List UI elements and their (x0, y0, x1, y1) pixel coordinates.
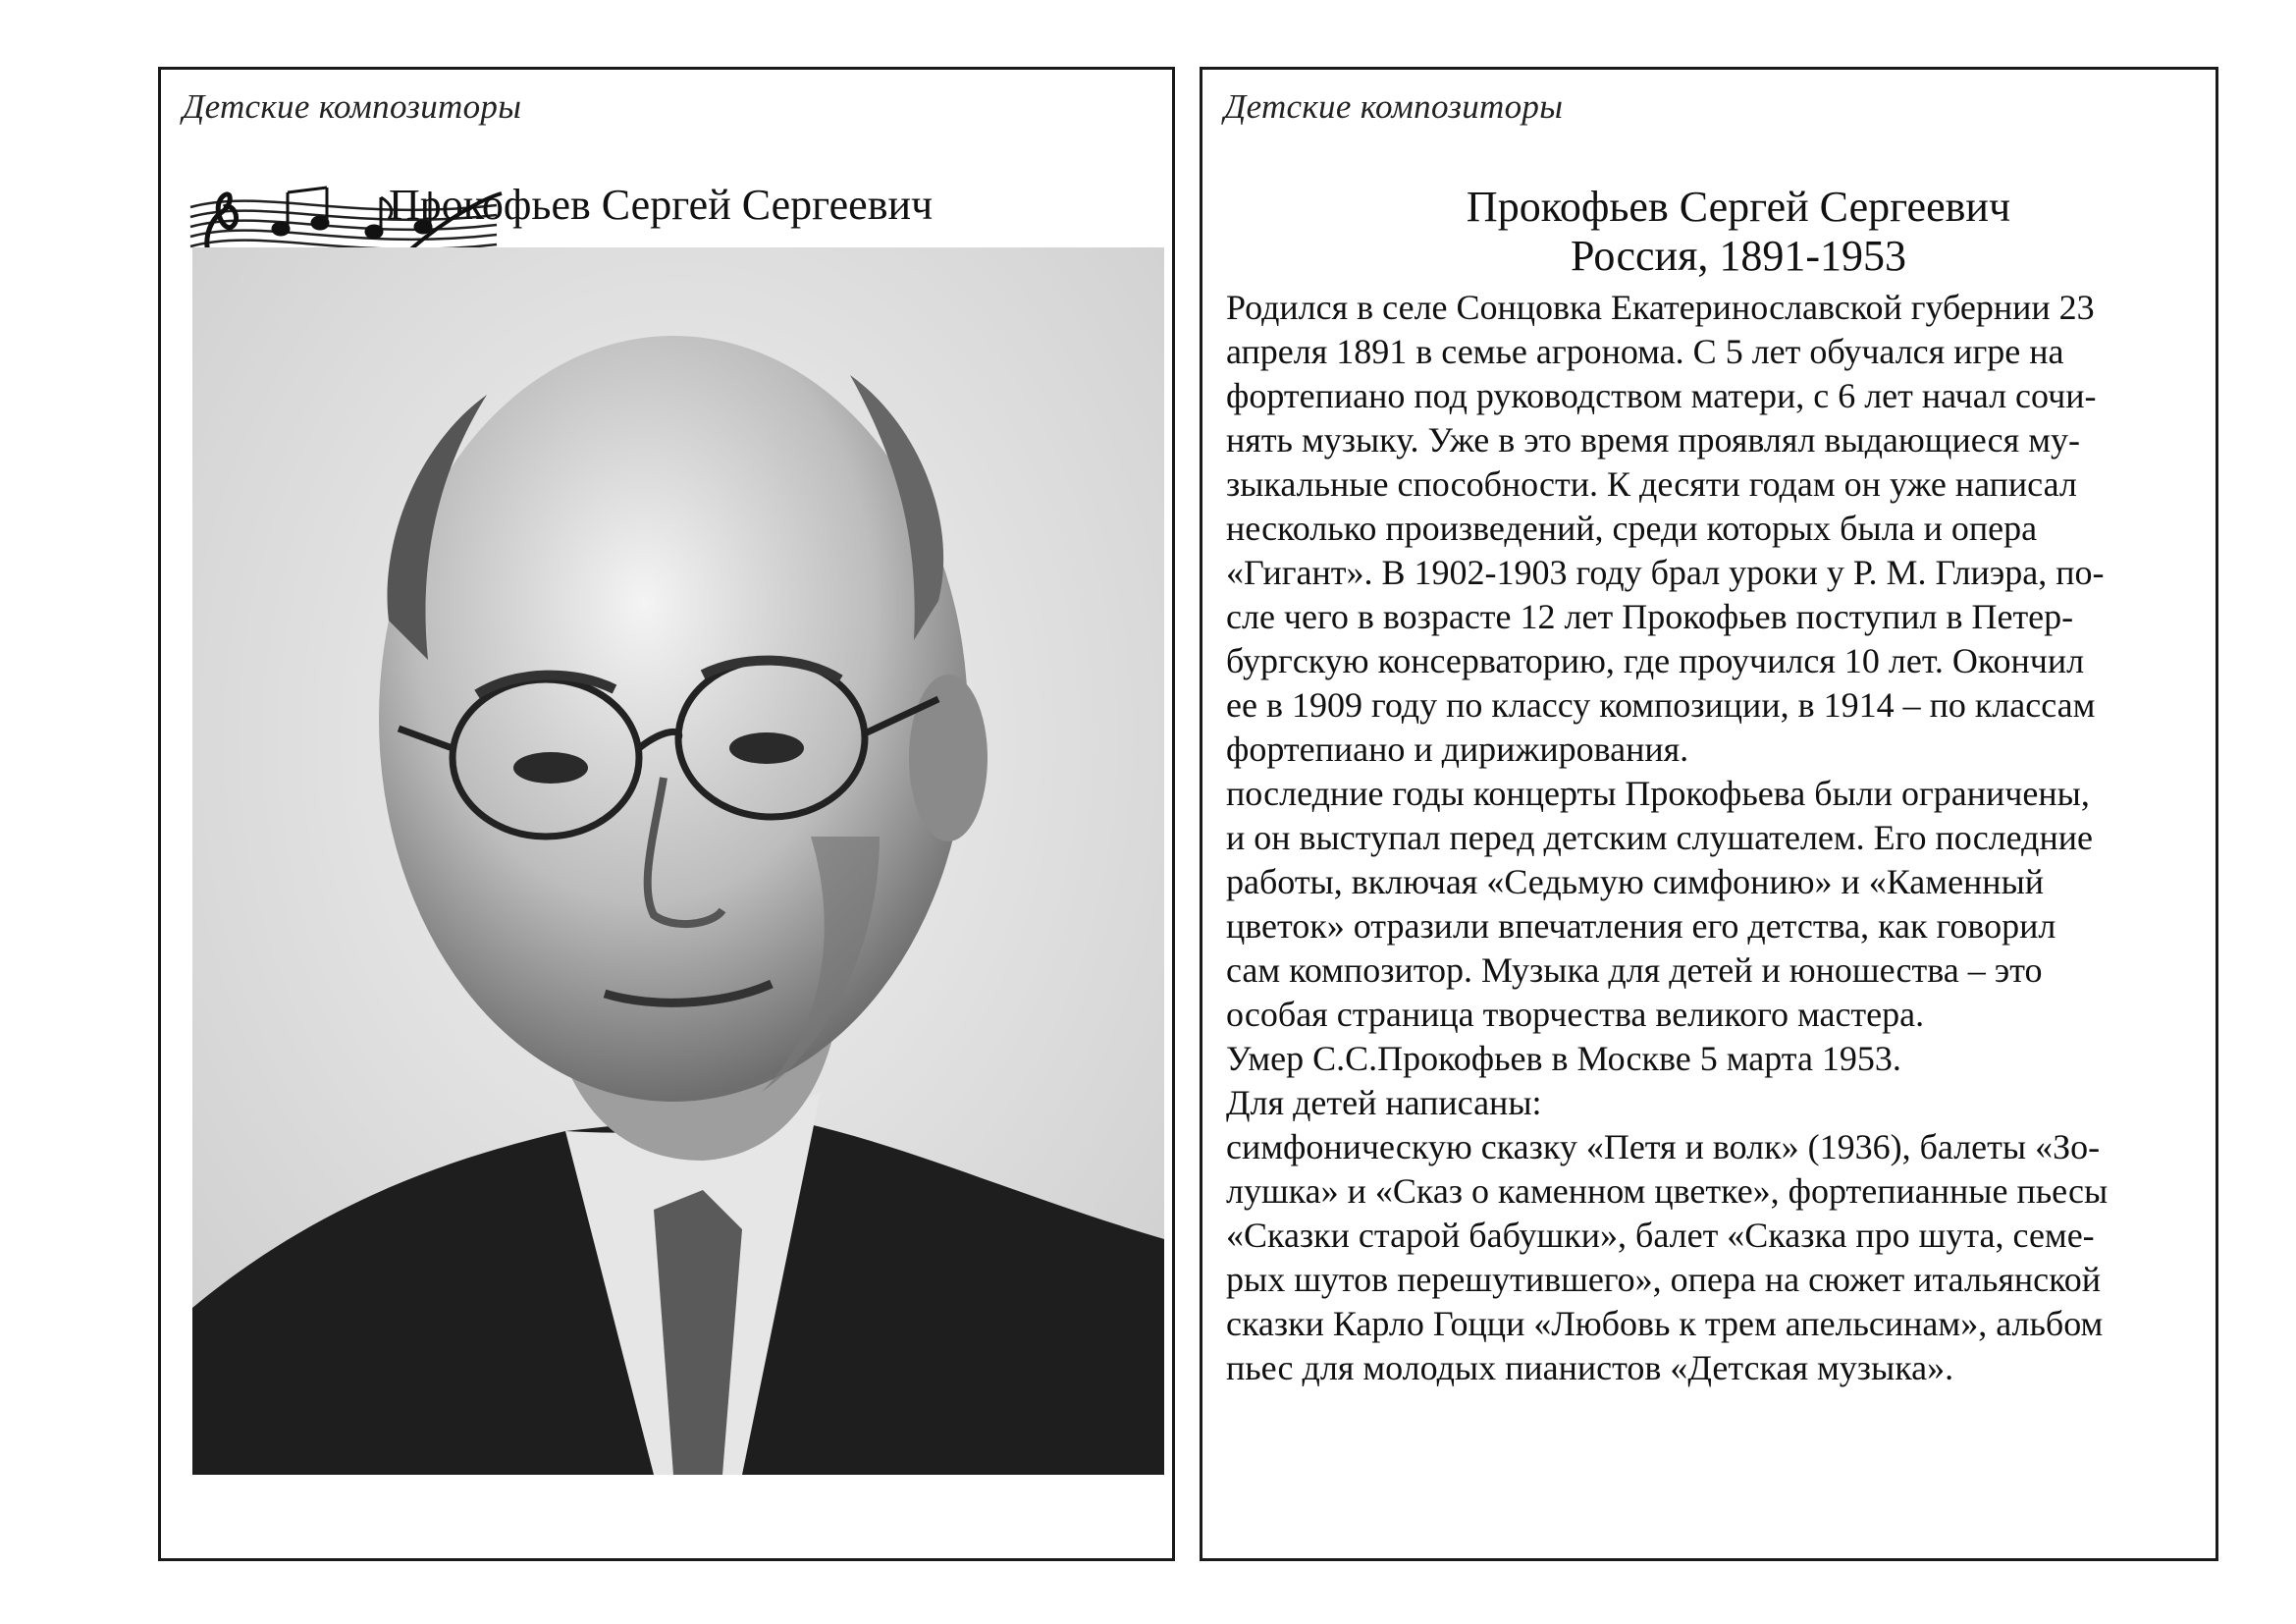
bio-line: бургскую консерваторию, где проучился 10 лет. Окончил (1226, 641, 2085, 680)
bio-line: и он выступал перед детским слушателем. Его последние (1226, 818, 2093, 857)
bio-line: зыкальные способности. К десяти годам он уже написал (1226, 464, 2077, 504)
bio-line: «Сказки старой бабушки», балет «Сказка про шута, семе- (1226, 1216, 2095, 1255)
bio-line: апреля 1891 в семье агронома. С 5 лет обучался игре на (1226, 332, 2064, 371)
bio-line: симфоническую сказку «Петя и волк» (1936), балеты «Зо- (1226, 1127, 2101, 1166)
bio-line: сле чего в возрасте 12 лет Прокофьев поступил в Петер- (1226, 597, 2074, 636)
bio-line: Умер С.С.Прокофьев в Москве 5 марта 1953. (1226, 1039, 1901, 1078)
biography-header (1202, 183, 2216, 281)
bio-line: нять музыку. Уже в это время проявлял выдающиеся му- (1226, 420, 2080, 460)
bio-line: Родился в селе Сонцовка Екатеринославской губернии 23 (1226, 288, 2095, 327)
bio-line: лушка» и «Сказ о каменном цветке», фортепианные пьесы (1226, 1171, 2109, 1211)
portrait-card (158, 67, 1175, 1561)
bio-line: сам композитор. Музыка для детей и юношества – это (1226, 950, 2043, 990)
bio-line: ее в 1909 году по классу композиции, в 1914 – по классам (1226, 685, 2096, 725)
composer-name: Прокофьев Сергей Сергеевич (389, 181, 934, 229)
bio-line: последние годы концерты Прокофьева были ограничены, (1226, 774, 2090, 813)
bio-line: пьес для молодых пианистов «Детская музыка». (1226, 1348, 1954, 1387)
composer-portrait (192, 247, 1164, 1475)
country-years: Россия, 1891-1953 (1571, 232, 1906, 280)
bio-line: фортепиано под руководством матери, с 6 лет начал сочи- (1226, 376, 2097, 415)
series-label: Детские композиторы (1224, 87, 1564, 126)
bio-line: рых шутов перешутившего», опера на сюжет итальянской (1226, 1260, 2102, 1299)
series-label: Детские композиторы (183, 87, 522, 126)
bio-line: работы, включая «Седьмую симфонию» и «Каменный (1226, 862, 2045, 901)
bio-line: сказки Карло Гоцци «Любовь к трем апельсинам», альбом (1226, 1304, 2104, 1343)
composer-name: Прокофьев Сергей Сергеевич (1466, 183, 2011, 231)
bio-line: «Гигант». В 1902-1903 году брал уроки у Р. М. Глиэра, по- (1226, 553, 2105, 592)
biography-card (1200, 67, 2218, 1561)
bio-line: особая страница творчества великого мастера. (1226, 995, 1925, 1034)
bio-line: цветок» отразили впечатления его детства, как говорил (1226, 906, 2056, 946)
bio-line: несколько произведений, среди которых была и опера (1226, 509, 2038, 548)
bio-line: Для детей написаны: (1226, 1083, 1542, 1122)
bio-line: фортепиано и дирижирования. (1226, 730, 1689, 769)
biography-text (1226, 286, 2213, 1390)
